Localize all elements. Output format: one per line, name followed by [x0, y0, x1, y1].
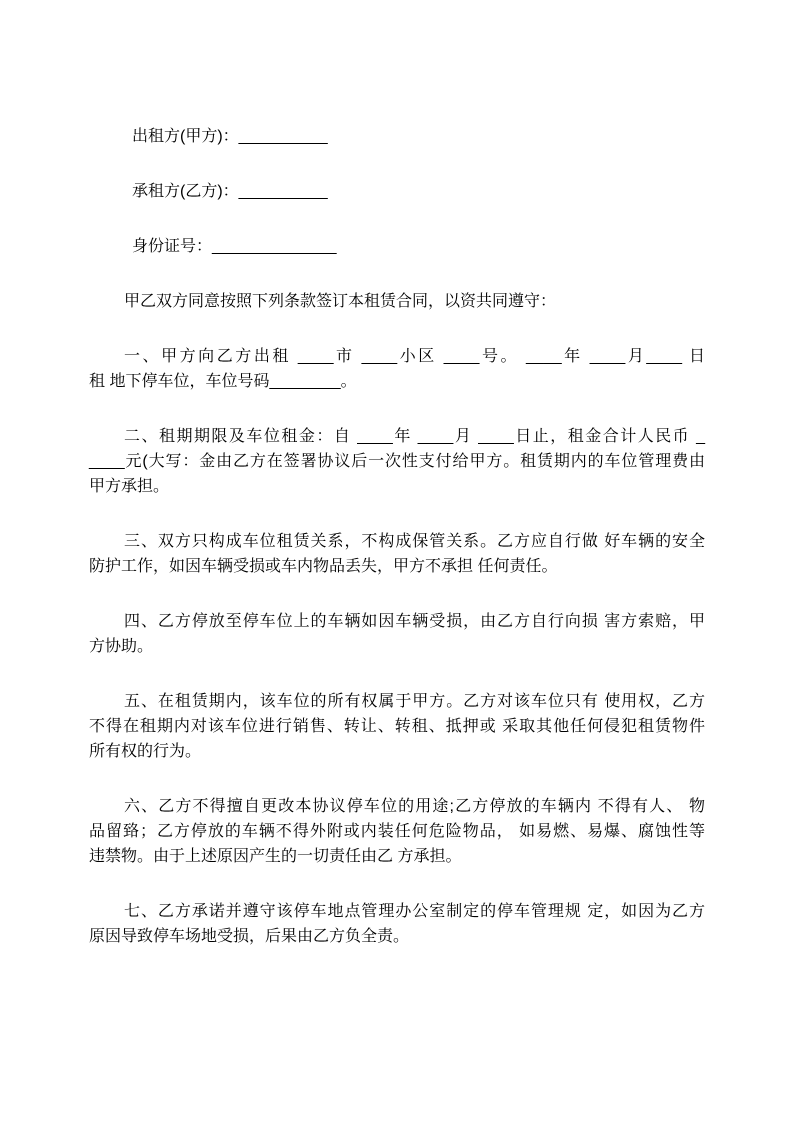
intro-line: 甲乙双方同意按照下列条款签订本租赁合同，以资共同遵守： — [124, 293, 557, 310]
clause-5 — [89, 689, 705, 764]
clause-4 — [89, 609, 705, 659]
clause-3 — [89, 529, 705, 579]
clause-6 — [89, 794, 705, 869]
clause-line: 方协助。 — [89, 638, 154, 655]
clause-line: 三、双方只构成车位租赁关系，不构成保管关系。乙方应自行做 好车辆的安全 — [124, 533, 705, 550]
clause-line: 五、在租赁期内，该车位的所有权属于甲方。乙方对该车位只有 使用权，乙方 — [124, 693, 705, 710]
clause-line: 六、乙方不得擅自更改本协议停车位的用途;乙方停放的车辆内 不得有人、 物 — [124, 798, 705, 815]
clause-line: 不得在租期内对该车位进行销售、转让、转租、抵押或 采取其他任何侵犯租赁物件 — [89, 718, 705, 735]
clause-line: 品留臵；乙方停放的车辆不得外附或内装任何危险物品， 如易燃、易爆、腐蚀性等 — [89, 823, 705, 840]
clause-line: 防护工作，如因车辆受损或车内物品丢失，甲方不承担 任何责任。 — [89, 558, 558, 575]
id-number-line: 身份证号：______________ — [132, 238, 337, 255]
clause-1 — [89, 344, 705, 394]
clause-line: 四、乙方停放至停车位上的车辆如因车辆受损，由乙方自行向损 害方索赔，甲 — [124, 613, 705, 630]
clause-line: 租 地下停车位，车位号码________。 — [89, 373, 357, 390]
clause-7 — [89, 899, 705, 949]
clause-line: 原因导致停车场地受损，后果由乙方负全责。 — [89, 928, 410, 945]
clause-line: 违禁物。由于上述原因产生的一切责任由乙 方承担。 — [89, 848, 462, 865]
clause-2 — [89, 424, 705, 499]
clause-line: 一、甲方向乙方出租 ____市 ____小区 ____号。 ____年 ____月____ 日 — [124, 348, 705, 365]
clause-line: ____元(大写：金由乙方在签署协议后一次性支付给甲方。租赁期内的车位管理费由 — [89, 453, 705, 470]
clause-line: 甲方承担。 — [89, 478, 170, 495]
party-b-line: 承租方(乙方)：__________ — [132, 183, 328, 200]
clause-line: 二、租期期限及车位租金：自 ____年 ____月 ____日止，租金合计人民币 _ — [124, 428, 705, 445]
party-a-line: 出租方(甲方)：__________ — [132, 128, 328, 145]
clause-line: 七、乙方承诺并遵守该停车地点管理办公室制定的停车管理规 定，如因为乙方 — [124, 903, 705, 920]
clause-line: 所有权的行为。 — [89, 743, 202, 760]
